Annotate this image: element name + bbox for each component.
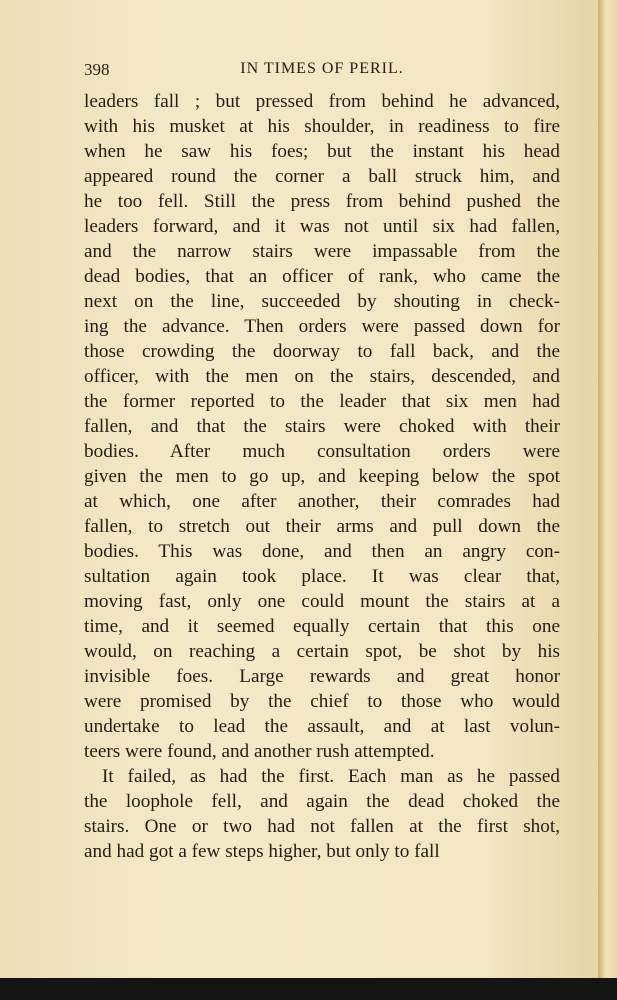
text-line: undertake to lead the assault, and at last volun- <box>84 716 560 737</box>
text-line: were promised by the chief to those who would <box>84 691 560 712</box>
text-line: ing the advance. Then orders were passed down for <box>84 316 560 337</box>
text-line: next on the line, succeeded by shouting in check- <box>84 291 560 312</box>
text-line: when he saw his foes; but the instant his head <box>84 141 560 162</box>
page-number: 398 <box>84 60 110 79</box>
next-page-edge <box>598 0 617 985</box>
text-line: at which, one after another, their comrades had <box>84 491 560 512</box>
text-line: fallen, to stretch out their arms and pull down the <box>84 516 560 537</box>
text-line: the former reported to the leader that six men had <box>84 391 560 412</box>
text-line: appeared round the corner a ball struck him, and <box>84 166 560 187</box>
text-line: time, and it seemed equally certain that this one <box>84 616 560 637</box>
text-line: teers were found, and another rush attempted. <box>84 741 435 762</box>
text-line: dead bodies, that an officer of rank, who came the <box>84 266 560 287</box>
text-line: and the narrow stairs were impassable from the <box>84 241 560 262</box>
text-line: leaders forward, and it was not until six had fallen, <box>84 216 560 237</box>
text-line: given the men to go up, and keeping below the spot <box>84 466 560 487</box>
text-line: sultation again took place. It was clear that, <box>84 566 560 587</box>
text-line: with his musket at his shoulder, in readiness to fire <box>84 116 560 137</box>
text-line: invisible foes. Large rewards and great honor <box>84 666 560 687</box>
text-line: stairs. One or two had not fallen at the first shot, <box>84 816 560 837</box>
text-line: bodies. After much consultation orders were <box>84 441 560 462</box>
scan-border <box>0 978 617 1000</box>
text-line: he too fell. Still the press from behind pushed the <box>84 191 560 212</box>
text-line: fallen, and that the stairs were choked with their <box>84 416 560 437</box>
text-line: bodies. This was done, and then an angry con- <box>84 541 560 562</box>
running-title: IN TIMES OF PERIL. <box>240 60 404 77</box>
text-line: would, on reaching a certain spot, be shot by his <box>84 641 560 662</box>
text-line: officer, with the men on the stairs, descended, and <box>84 366 560 387</box>
text-line: and had got a few steps higher, but only to fall <box>84 841 440 862</box>
text-line: moving fast, only one could mount the stairs at a <box>84 591 560 612</box>
text-line: leaders fall ; but pressed from behind he advanced, <box>84 91 560 112</box>
text-line: the loophole fell, and again the dead choked the <box>84 791 560 812</box>
text-line: those crowding the doorway to fall back, and the <box>84 341 560 362</box>
text-line: It failed, as had the first. Each man as he passed <box>102 766 560 787</box>
running-header <box>84 60 560 82</box>
body-text <box>84 89 560 864</box>
